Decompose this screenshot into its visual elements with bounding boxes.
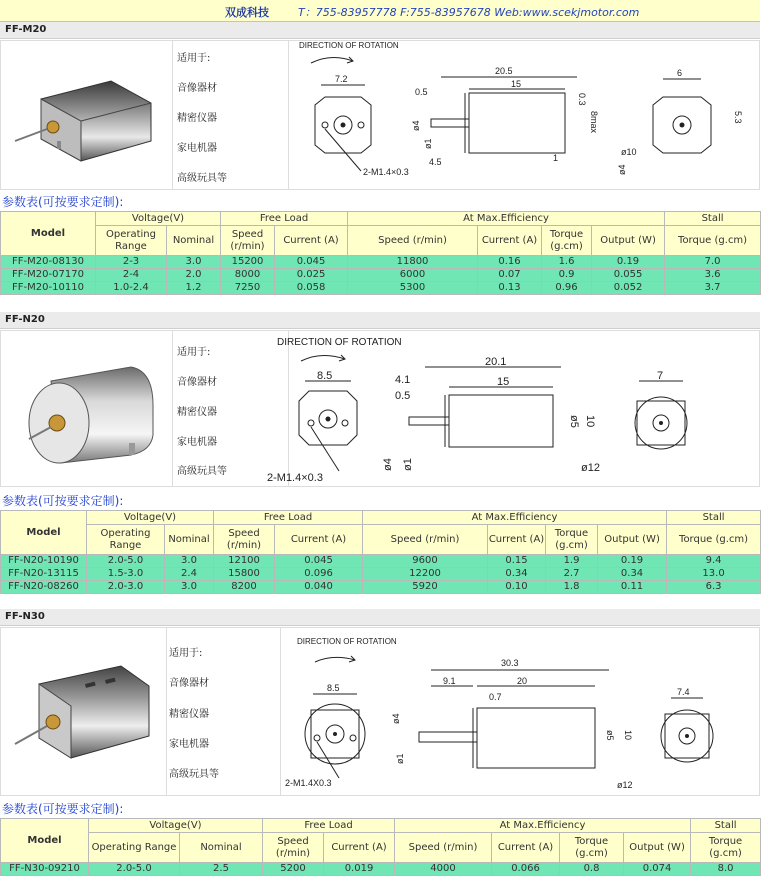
cell-nominal: 1.2	[167, 282, 221, 295]
svg-text:6: 6	[677, 68, 683, 78]
table-row	[1, 581, 761, 594]
svg-text:1: 1	[553, 153, 559, 163]
header-stall: Stall	[691, 819, 761, 833]
cell-output: 0.34	[598, 568, 667, 581]
header-free-load: Free Load	[263, 819, 395, 833]
header-voltage: Voltage(V)	[89, 819, 263, 833]
cell-speed: 15800	[214, 568, 275, 581]
header-free-load: Free Load	[221, 212, 348, 226]
svg-text:ø12: ø12	[617, 780, 633, 790]
cell-stall: 3.6	[665, 269, 761, 282]
spec-table-ff-n30	[0, 818, 761, 876]
svg-text:ø1: ø1	[402, 458, 414, 471]
svg-text:ø10: ø10	[621, 147, 637, 157]
use-item: 音像器材	[177, 377, 217, 388]
svg-text:2-M1.4X0.3: 2-M1.4X0.3	[285, 778, 332, 788]
cell-nominal: 2.4	[165, 568, 214, 581]
svg-text:2-M1.4×0.3: 2-M1.4×0.3	[363, 167, 409, 177]
table-row	[1, 863, 761, 876]
cell-range: 2-4	[96, 269, 167, 282]
header-stall-torque: Torque (g.cm)	[691, 833, 761, 863]
header-model: Model	[1, 511, 87, 555]
svg-text:8.5: 8.5	[317, 370, 333, 382]
svg-text:ø5: ø5	[605, 730, 615, 741]
use-item: 精密仪器	[169, 709, 209, 720]
motor-photo-ff-n20	[1, 331, 173, 486]
header-stall-torque: Torque (g.cm)	[667, 525, 761, 555]
cell-range: 1.0-2.4	[96, 282, 167, 295]
section-header-ff-m20: FF-M20	[0, 22, 760, 39]
cell-stall: 3.7	[665, 282, 761, 295]
svg-text:8.5: 8.5	[327, 683, 340, 693]
cell-speed: 8200	[214, 581, 275, 594]
table-row	[1, 256, 761, 269]
cell-torque: 1.6	[542, 256, 592, 269]
cell-eff-speed: 11800	[348, 256, 478, 269]
header-eff-current: Current (A)	[488, 525, 546, 555]
header-speed: Speed (r/min)	[214, 525, 275, 555]
cell-eff-current: 0.07	[478, 269, 542, 282]
use-item: 家电机器	[177, 143, 217, 154]
svg-text:0.7: 0.7	[489, 692, 502, 702]
svg-text:10: 10	[623, 730, 633, 741]
svg-text:DIRECTION OF ROTATION: DIRECTION OF ROTATION	[297, 637, 397, 646]
cell-model: FF-M20-10110	[1, 282, 96, 295]
cell-range: 1.5-3.0	[87, 568, 165, 581]
header-stall: Stall	[665, 212, 761, 226]
header-max-efficiency: At Max.Efficiency	[348, 212, 665, 226]
cell-eff-speed: 5300	[348, 282, 478, 295]
cell-stall: 6.3	[667, 581, 761, 594]
cell-range: 2-3	[96, 256, 167, 269]
cell-eff-speed: 12200	[363, 568, 488, 581]
cell-eff-current: 0.16	[478, 256, 542, 269]
header-torque: Torque (g.cm)	[560, 833, 624, 863]
contact-info: T：755-83957778 F:755-83957678 Web:www.scekjmotor.com	[298, 6, 640, 19]
company-name: 双成科技	[225, 6, 269, 19]
svg-text:15: 15	[511, 79, 522, 89]
header-eff-speed: Speed (r/min)	[395, 833, 492, 863]
header-current: Current (A)	[275, 226, 348, 256]
cell-eff-speed: 5920	[363, 581, 488, 594]
header-output: Output (W)	[592, 226, 665, 256]
cell-nominal: 3.0	[165, 581, 214, 594]
svg-text:ø12: ø12	[581, 462, 600, 474]
svg-text:10: 10	[584, 415, 596, 428]
param-title-ff-n30: 参数表(可按要求定制):	[2, 802, 124, 816]
param-title-ff-n20: 参数表(可按要求定制):	[2, 494, 124, 508]
cell-output: 0.055	[592, 269, 665, 282]
cell-stall: 9.4	[667, 555, 761, 568]
product-card-ff-n30	[0, 627, 760, 796]
header-eff-speed: Speed (r/min)	[348, 226, 478, 256]
cell-stall: 8.0	[691, 863, 761, 876]
cell-nominal: 2.5	[180, 863, 263, 876]
cell-model: FF-M20-08130	[1, 256, 96, 269]
cell-stall: 13.0	[667, 568, 761, 581]
table-row	[1, 555, 761, 568]
use-item: 精密仪器	[177, 113, 217, 124]
use-item: 精密仪器	[177, 407, 217, 418]
use-item: 家电机器	[177, 437, 217, 448]
cell-speed: 7250	[221, 282, 275, 295]
cell-current: 0.045	[275, 256, 348, 269]
svg-text:4.5: 4.5	[429, 157, 442, 167]
svg-text:0.5: 0.5	[395, 390, 411, 402]
svg-text:DIRECTION OF ROTATION: DIRECTION OF ROTATION	[299, 41, 399, 50]
cell-model: FF-M20-07170	[1, 269, 96, 282]
product-card-ff-n20	[0, 330, 760, 487]
header-stall-torque: Torque (g.cm)	[665, 226, 761, 256]
table-row	[1, 269, 761, 282]
cell-range: 2.0-5.0	[87, 555, 165, 568]
header-speed: Speed (r/min)	[263, 833, 324, 863]
cell-speed: 8000	[221, 269, 275, 282]
cell-current: 0.096	[275, 568, 363, 581]
use-item: 音像器材	[177, 83, 217, 94]
svg-text:ø1: ø1	[395, 753, 405, 764]
cell-torque: 2.7	[546, 568, 598, 581]
product-card-ff-m20	[0, 40, 760, 190]
svg-text:ø4: ø4	[411, 120, 421, 131]
spec-table-ff-n20	[0, 510, 761, 594]
svg-text:8max: 8max	[589, 111, 599, 134]
applicable-label: 适用于:	[177, 53, 211, 64]
applications-ff-m20	[177, 41, 289, 189]
cell-output: 0.11	[598, 581, 667, 594]
use-item: 高级玩具等	[177, 466, 227, 477]
header-operating-range: Operating Range	[87, 525, 165, 555]
header-max-efficiency: At Max.Efficiency	[395, 819, 691, 833]
cell-torque: 0.96	[542, 282, 592, 295]
use-item: 高级玩具等	[177, 173, 227, 184]
svg-text:2-M1.4×0.3: 2-M1.4×0.3	[267, 472, 323, 484]
cell-current: 0.025	[275, 269, 348, 282]
cell-output: 0.074	[624, 863, 691, 876]
table-row	[1, 282, 761, 295]
header-torque: Torque (g.cm)	[542, 226, 592, 256]
header-operating-range: Operating Range	[89, 833, 180, 863]
cell-stall: 7.0	[665, 256, 761, 269]
cell-current: 0.019	[324, 863, 395, 876]
applicable-label: 适用于:	[169, 648, 203, 659]
table-row	[1, 568, 761, 581]
cell-output: 0.19	[592, 256, 665, 269]
cell-torque: 0.8	[560, 863, 624, 876]
header-nominal: Nominal	[165, 525, 214, 555]
cell-eff-current: 0.15	[488, 555, 546, 568]
cell-model: FF-N20-13115	[1, 568, 87, 581]
header-free-load: Free Load	[214, 511, 363, 525]
cell-model: FF-N20-08260	[1, 581, 87, 594]
svg-text:DIRECTION OF ROTATION: DIRECTION OF ROTATION	[277, 337, 402, 348]
svg-text:9.1: 9.1	[443, 676, 456, 686]
cell-current: 0.058	[275, 282, 348, 295]
cell-nominal: 2.0	[167, 269, 221, 282]
technical-drawing-ff-n30	[285, 628, 759, 798]
header-stall: Stall	[667, 511, 761, 525]
header-torque: Torque (g.cm)	[546, 525, 598, 555]
cell-model: FF-N20-10190	[1, 555, 87, 568]
svg-text:ø1: ø1	[423, 138, 433, 149]
header-eff-speed: Speed (r/min)	[363, 525, 488, 555]
header-output: Output (W)	[598, 525, 667, 555]
svg-text:7.4: 7.4	[677, 687, 690, 697]
svg-text:ø5: ø5	[568, 415, 580, 428]
motor-photo-ff-n30	[1, 628, 167, 795]
header-operating-range: Operating Range	[96, 226, 167, 256]
header-speed: Speed (r/min)	[221, 226, 275, 256]
header-current: Current (A)	[275, 525, 363, 555]
svg-text:20: 20	[517, 676, 528, 686]
cell-eff-speed: 9600	[363, 555, 488, 568]
svg-text:0.5: 0.5	[415, 87, 428, 97]
cell-torque: 1.8	[546, 581, 598, 594]
section-header-ff-n30: FF-N30	[0, 609, 760, 626]
cell-current: 0.040	[275, 581, 363, 594]
applications-ff-n30	[169, 628, 281, 795]
header-max-efficiency: At Max.Efficiency	[363, 511, 667, 525]
cell-range: 2.0-5.0	[89, 863, 180, 876]
header-current: Current (A)	[324, 833, 395, 863]
cell-eff-speed: 6000	[348, 269, 478, 282]
cell-model: FF-N30-09210	[1, 863, 89, 876]
cell-range: 2.0-3.0	[87, 581, 165, 594]
cell-torque: 0.9	[542, 269, 592, 282]
cell-eff-current: 0.34	[488, 568, 546, 581]
svg-text:7.2: 7.2	[335, 74, 348, 84]
param-title-ff-m20: 参数表(可按要求定制):	[2, 195, 124, 209]
svg-text:ø4: ø4	[391, 713, 401, 724]
svg-text:4.1: 4.1	[395, 374, 411, 386]
svg-text:0.3: 0.3	[577, 93, 587, 106]
header-model: Model	[1, 212, 96, 256]
technical-drawing-ff-m20	[291, 41, 759, 192]
cell-speed: 15200	[221, 256, 275, 269]
cell-eff-current: 0.10	[488, 581, 546, 594]
use-item: 高级玩具等	[169, 769, 219, 780]
cell-eff-speed: 4000	[395, 863, 492, 876]
spec-table-ff-m20	[0, 211, 761, 295]
use-item: 音像器材	[169, 678, 209, 689]
technical-drawing-ff-n20	[267, 331, 759, 489]
header-eff-current: Current (A)	[492, 833, 560, 863]
cell-torque: 1.9	[546, 555, 598, 568]
section-header-ff-n20: FF-N20	[0, 312, 760, 329]
use-item: 家电机器	[169, 739, 209, 750]
cell-output: 0.19	[598, 555, 667, 568]
cell-speed: 5200	[263, 863, 324, 876]
applicable-label: 适用于:	[177, 347, 211, 358]
svg-text:30.3: 30.3	[501, 658, 519, 668]
cell-eff-current: 0.13	[478, 282, 542, 295]
applications-ff-n20	[177, 331, 289, 486]
svg-text:20.1: 20.1	[485, 356, 507, 368]
motor-photo-ff-m20	[1, 41, 173, 189]
header-model: Model	[1, 819, 89, 863]
cell-nominal: 3.0	[165, 555, 214, 568]
svg-text:ø4: ø4	[382, 458, 394, 471]
header-voltage: Voltage(V)	[96, 212, 221, 226]
cell-eff-current: 0.066	[492, 863, 560, 876]
header-nominal: Nominal	[180, 833, 263, 863]
cell-nominal: 3.0	[167, 256, 221, 269]
top-bar	[0, 0, 760, 22]
svg-text:15: 15	[497, 376, 510, 388]
header-eff-current: Current (A)	[478, 226, 542, 256]
cell-current: 0.045	[275, 555, 363, 568]
cell-speed: 12100	[214, 555, 275, 568]
cell-output: 0.052	[592, 282, 665, 295]
svg-text:5.3: 5.3	[733, 111, 743, 124]
svg-text:7: 7	[657, 370, 664, 382]
header-voltage: Voltage(V)	[87, 511, 214, 525]
svg-text:ø4: ø4	[617, 164, 627, 175]
header-nominal: Nominal	[167, 226, 221, 256]
header-output: Output (W)	[624, 833, 691, 863]
svg-text:20.5: 20.5	[495, 66, 513, 76]
